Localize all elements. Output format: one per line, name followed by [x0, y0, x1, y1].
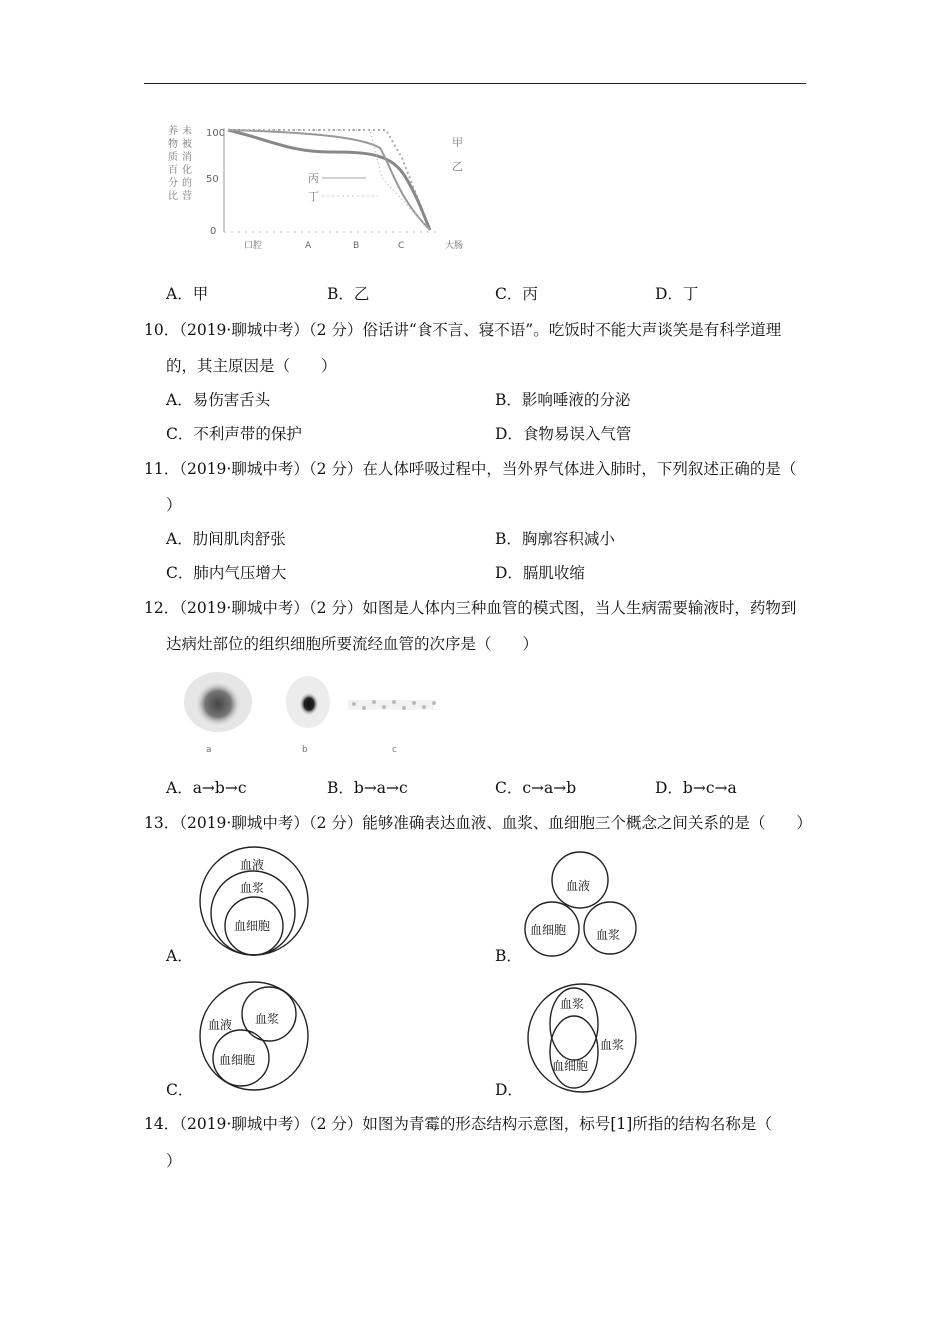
q12-stem-cont: 达病灶部位的组织细胞所要流经血管的次序是（ ） [166, 635, 539, 653]
q13-stem: 13．（2019·聊城中考）（2 分）能够准确表达血液、血浆、血细胞三个概念之间关系的是（ ） [144, 814, 812, 832]
chart-ylabel-char: 物 [168, 139, 178, 150]
vessel-label-b: b [302, 745, 308, 755]
q13a-blood: 血液 [240, 858, 265, 872]
q14-stem-cont: ） [166, 1152, 182, 1170]
header-rule [144, 83, 806, 84]
q13b-plasma: 血浆 [596, 928, 621, 942]
q13-option-a[interactable]: A． [166, 947, 193, 965]
y-tick-100: 100 [206, 128, 226, 139]
label-ding: 丁 [308, 190, 319, 203]
q12-option-d[interactable]: D．b→c→a [655, 779, 737, 797]
chart-ylabel-char: 百 [168, 165, 178, 176]
q11-option-b[interactable]: B．胸廓容积减小 [495, 530, 615, 548]
x-tick-C: C [398, 241, 405, 251]
vessel-label-a: a [206, 745, 212, 755]
q13c-plasma: 血浆 [255, 1012, 280, 1026]
chart-ylabel-char: 营 [182, 191, 192, 202]
x-tick-mouth: 口腔 [244, 241, 263, 251]
q12-option-b[interactable]: B．b→a→c [327, 779, 408, 797]
q13c-cells: 血细胞 [219, 1053, 256, 1067]
label-bing: 丙 [308, 172, 319, 185]
chart-ylabel-char: 比 [168, 191, 178, 202]
q13a-cells: 血细胞 [234, 919, 271, 933]
chart-ylabel-char: 养 [168, 126, 178, 137]
chart-ylabel [168, 124, 192, 202]
q12-option-a[interactable]: A．a→b→c [166, 779, 247, 797]
x-tick-A: A [305, 241, 312, 251]
q10-option-d[interactable]: D．食物易误入气管 [495, 425, 632, 443]
q12-option-c[interactable]: C．c→a→b [495, 779, 577, 797]
chart-ylabel-char: 分 [168, 178, 178, 189]
chart-ylabel-char: 被 [182, 139, 192, 150]
q13-diagram-a [196, 846, 312, 956]
q11-option-d[interactable]: D．膈肌收缩 [495, 564, 585, 582]
label-yi: 乙 [452, 160, 463, 173]
chart-ylabel-char: 消 [182, 152, 192, 163]
q12-stem: 12．（2019·聊城中考）（2 分）如图是人体内三种血管的模式图，当人生病需要输液时，药物到 [144, 599, 797, 617]
q13d-plasma-right: 血浆 [600, 1038, 625, 1052]
chart-ylabel-char: 质 [168, 152, 178, 163]
vessel-c [348, 700, 436, 710]
curve-bing [228, 130, 430, 230]
curve-ding [228, 130, 430, 230]
blood-vessel-figure [168, 666, 458, 760]
q11-option-c[interactable]: C．肺内气压增大 [166, 564, 287, 582]
y-tick-50: 50 [206, 174, 219, 185]
q13-option-d[interactable]: D． [495, 1081, 523, 1099]
chart-ylabel-char: 未 [182, 126, 192, 137]
q10-option-b[interactable]: B．影响唾液的分泌 [495, 391, 631, 409]
q13-diagram-b [524, 850, 640, 958]
q11-stem-cont: ） [166, 496, 182, 514]
vessel-b [286, 676, 330, 728]
curve-jia [228, 130, 430, 230]
q13d-plasma-top: 血浆 [560, 997, 585, 1011]
q13-diagram-d [526, 982, 638, 1094]
q10-option-a[interactable]: A．易伤害舌头 [166, 391, 271, 409]
q13b-blood: 血液 [566, 879, 591, 893]
y-tick-0: 0 [210, 226, 217, 237]
q11-option-a[interactable]: A．肋间肌肉舒张 [166, 530, 286, 548]
q11-stem: 11．（2019·聊城中考）（2 分）在人体呼吸过程中，当外界气体进入肺时，下列叙述正确的是（ [144, 460, 797, 478]
q13b-cells: 血细胞 [530, 923, 567, 937]
q9-option-d[interactable]: D．丁 [655, 285, 699, 303]
q13d-cells: 血细胞 [552, 1059, 589, 1073]
q13-diagram-c [196, 980, 312, 1092]
q10-stem: 10．（2019·聊城中考）（2 分）俗话讲“食不言、寝不语”。吃饭时不能大声谈笑是有科学道理 [144, 321, 782, 339]
q10-option-c[interactable]: C．不利声带的保护 [166, 425, 302, 443]
x-tick-large-intestine: 大肠 [445, 241, 464, 251]
q10-stem-cont: 的，其主原因是（ ） [166, 357, 337, 375]
q13-option-b[interactable]: B． [495, 947, 522, 965]
q13-option-c[interactable]: C． [166, 1081, 194, 1099]
vessel-label-c: c [392, 745, 397, 755]
curve-yi [228, 130, 430, 230]
vessel-a [184, 672, 252, 732]
q13a-plasma: 血浆 [240, 881, 265, 895]
q9-option-b[interactable]: B．乙 [327, 285, 370, 303]
chart-ylabel-char: 化 [182, 165, 192, 176]
q9-option-a[interactable]: A．甲 [166, 285, 209, 303]
q14-stem: 14．（2019·聊城中考）（2 分）如图为青霉的形态结构示意图，标号[1]所指的结构名称是（ [144, 1115, 772, 1133]
chart-ylabel-char: 的 [182, 178, 192, 189]
label-jia: 甲 [452, 136, 463, 149]
q13c-blood: 血液 [208, 1018, 233, 1032]
x-tick-B: B [353, 241, 360, 251]
q9-option-c[interactable]: C．丙 [495, 285, 538, 303]
digestion-chart [160, 118, 500, 258]
